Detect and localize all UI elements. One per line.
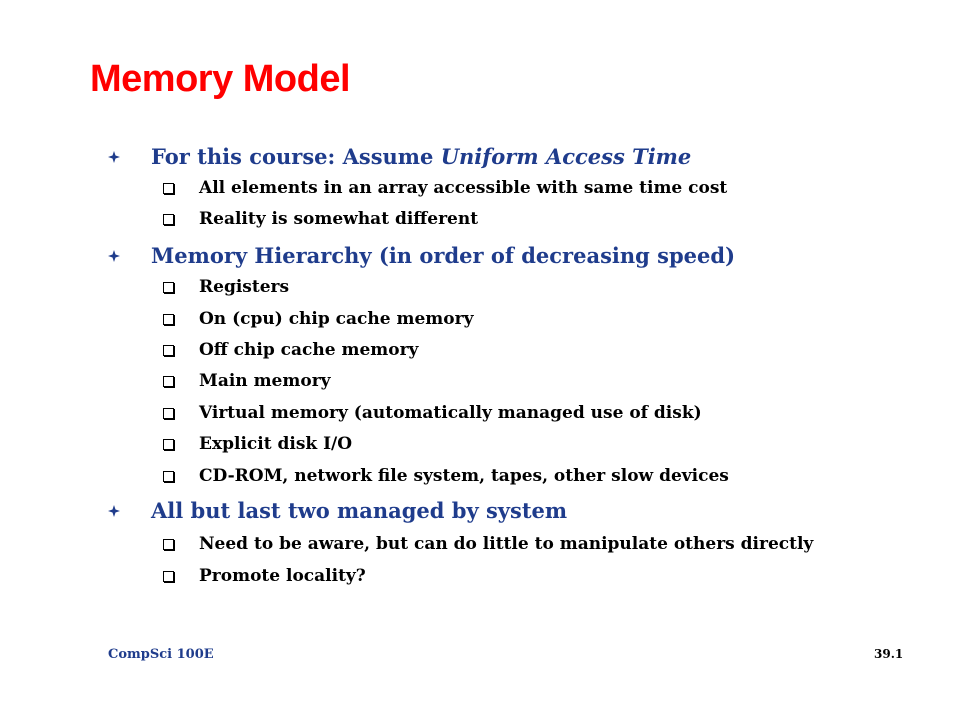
- square-bullet-icon: [163, 214, 174, 225]
- square-bullet-icon: [163, 376, 174, 387]
- page-number: 39.1: [874, 647, 904, 661]
- bullet-emphasis: Uniform Access Time: [440, 144, 692, 169]
- bullet-text: For this course: Assume: [151, 144, 441, 169]
- bullet-text: All elements in an array accessible with same time cost: [199, 178, 728, 198]
- bullet-text: Need to be aware, but can do little to manipulate others directly: [199, 534, 814, 554]
- square-bullet-icon: [163, 282, 174, 293]
- square-bullet-icon: [163, 183, 174, 194]
- square-bullet-icon: [163, 471, 174, 482]
- bullet-text: Off chip cache memory: [199, 340, 419, 360]
- footer-course: CompSci 100E: [108, 647, 214, 662]
- bullet-text: All but last two managed by system: [151, 498, 568, 523]
- bullet-text: Memory Hierarchy (in order of decreasing speed): [151, 243, 736, 268]
- bullet-text: Reality is somewhat different: [199, 209, 479, 229]
- diamond-bullet-icon: [108, 151, 120, 163]
- square-bullet-icon: [163, 539, 174, 550]
- square-bullet-icon: [163, 571, 174, 582]
- bullet-text: Promote locality?: [199, 566, 366, 586]
- bullet-text: Virtual memory (automatically managed use of disk): [199, 403, 702, 423]
- bullet-text: Registers: [199, 277, 290, 297]
- slide-title: Memory Model: [90, 58, 351, 100]
- bullet-text: Main memory: [199, 371, 331, 391]
- square-bullet-icon: [163, 439, 174, 450]
- diamond-bullet-icon: [108, 250, 120, 262]
- bullet-text: CD-ROM, network file system, tapes, other slow devices: [199, 466, 729, 486]
- square-bullet-icon: [163, 408, 174, 419]
- bullet-text: Explicit disk I/O: [199, 434, 353, 454]
- bullet-text: On (cpu) chip cache memory: [199, 309, 474, 329]
- square-bullet-icon: [163, 314, 174, 325]
- diamond-bullet-icon: [108, 505, 120, 517]
- square-bullet-icon: [163, 345, 174, 356]
